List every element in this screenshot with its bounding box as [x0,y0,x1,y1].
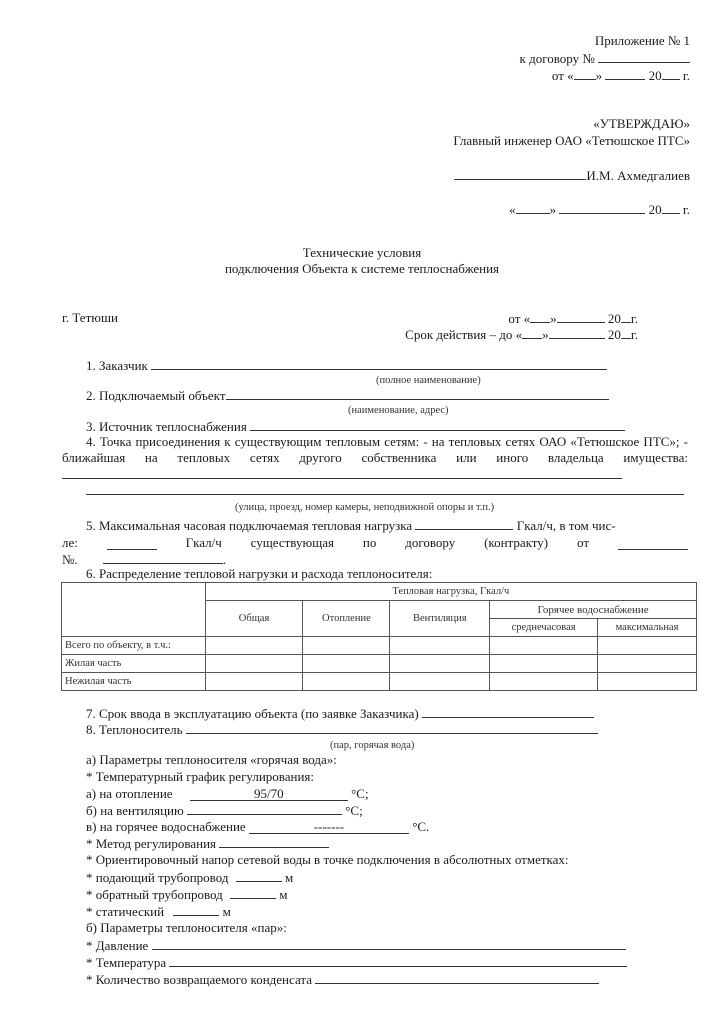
supply-pipe-unit: м [284,870,294,885]
cell-hws-max[interactable] [598,673,697,691]
contract-prefix: к договору № [519,51,595,66]
text-from: от [577,535,590,550]
static-head-field[interactable] [173,903,219,916]
text-le: ле: [62,535,78,550]
hws-temp-unit: °С. [412,819,430,834]
validity-date-close: » [542,327,549,342]
load-distribution-label: 6. Распределение тепловой нагрузки и расхода теплоносителя: [86,566,433,581]
contract-date-line [552,67,690,84]
cell-hws-max[interactable] [598,637,697,655]
contract-number-field[interactable] [598,50,690,63]
object-label: 2. Подключаемый объект [86,388,226,403]
commissioning-field[interactable] [422,705,594,718]
heating-temp-unit: °С; [351,786,369,801]
validity-prefix: Срок действия – до « [405,327,523,342]
contract-number-line [520,50,690,67]
coolant-field[interactable] [186,721,598,734]
text-contract: договору [405,535,456,550]
existing-load-field[interactable] [107,537,157,550]
temperature-line [86,954,627,971]
cell-heating[interactable] [303,655,390,673]
approval-date-close: » [549,202,557,217]
hws-temp-line [86,819,429,835]
table-row [62,637,697,655]
city-label: г. Тетюши [62,310,118,325]
issue-year-suffix: г. [630,311,638,326]
issue-date-close: » [550,311,557,326]
item-coolant [86,721,598,738]
object-field[interactable] [226,387,609,400]
issue-date-open: от « [508,311,531,326]
water-params-heading: а) Параметры теплоносителя «горячая вода»: [86,752,337,767]
item-object [86,387,609,404]
cell-heating[interactable] [303,673,390,691]
approval-signature-line [454,167,690,184]
commissioning-label: 7. Срок ввода в эксплуатацию объекта (по заявке Заказчика) [86,706,419,721]
date-close-quote: » [595,68,603,83]
static-head-label: * статический [86,904,165,919]
cell-hws-avg[interactable] [490,637,598,655]
return-pipe-unit: м [279,887,288,902]
coolant-hint: (пар, горячая вода) [330,740,415,751]
pressure-field[interactable] [152,937,626,950]
static-head-line [86,903,231,920]
return-pipe-line [86,886,287,903]
item-customer [86,357,607,374]
ventilation-temp-line [86,802,363,819]
cell-hws-avg[interactable] [490,673,598,691]
approval-title: «УТВЕРЖДАЮ» [593,116,690,131]
item-commissioning [86,705,594,722]
condensate-label: * Количество возвращаемого конденсата [86,972,312,987]
water-head-label: * Ориентировочный напор сетевой воды в точке подключения в абсолютных отметках: [86,852,569,867]
customer-label: 1. Заказчик [86,358,148,373]
table-group-header: Тепловая нагрузка, Гкал/ч [205,583,696,601]
col-header-total: Общая [205,601,303,637]
col-header-hws-avg: среднечасовая [490,619,598,637]
approval-position: Главный инженер ОАО «Тетюшское ПТС» [453,133,690,148]
contract-month-field[interactable] [605,67,645,80]
approval-day-field[interactable] [516,201,550,214]
customer-hint: (полное наименование) [376,375,481,386]
connection-point-text [62,434,688,483]
condensate-line [86,971,599,988]
document-subtitle: подключения Объекта к системе теплоснабжения [224,261,500,276]
document-title: Технические условия [302,245,422,260]
contract-no-field[interactable] [103,551,223,564]
item-heat-source [86,418,625,435]
approval-date-open: « [509,202,516,217]
issue-day-field[interactable] [530,310,550,323]
col-header-heating: Отопление [303,601,390,637]
table-corner-cell [62,583,206,637]
cell-total[interactable] [205,673,303,691]
col-header-hws-max: максимальная [598,619,697,637]
max-load-line2 [62,535,688,551]
ventilation-temp-unit: °С; [345,803,363,818]
contract-date-field[interactable] [618,537,688,550]
load-distribution-table [61,582,697,691]
control-method-line [86,835,329,852]
pressure-line [86,937,626,954]
pressure-label: * Давление [86,938,149,953]
heating-temp-field[interactable]: 95/70 [190,787,348,801]
table-row [62,673,697,691]
coolant-label: 8. Теплоноситель [86,722,183,737]
return-pipe-field[interactable] [230,886,276,899]
row-label: Жилая часть [62,655,206,673]
text-by: по [362,535,377,550]
contract-day-field[interactable] [574,67,596,80]
heating-temp-label: а) на отопление [86,786,173,801]
approval-date-line [509,201,690,218]
connection-point-field[interactable] [62,466,622,479]
cell-hws-max[interactable] [598,655,697,673]
max-load-field[interactable] [415,517,513,530]
steam-params-heading: б) Параметры теплоносителя «пар»: [86,920,287,935]
contract-year-field[interactable] [662,67,680,80]
static-head-unit: м [222,904,231,919]
year-suffix: г. [682,68,690,83]
hws-temp-field[interactable]: ------- [249,820,409,834]
row-label: Всего по объекту, в т.ч.: [62,637,206,655]
issue-year-prefix: 20 [607,311,621,326]
col-header-ventilation: Вентиляция [390,601,490,637]
validity-year-prefix: 20 [607,327,621,342]
cell-ventilation[interactable] [390,655,490,673]
signature-field[interactable] [454,167,586,180]
condensate-field[interactable] [315,971,599,984]
return-pipe-label: * обратный трубопровод [86,887,223,902]
ventilation-temp-label: б) на вентиляцию [86,803,184,818]
issue-month-field[interactable] [557,310,605,323]
supply-pipe-line [86,869,293,886]
validity-month-field[interactable] [549,326,605,339]
validity-year-field[interactable] [621,326,631,339]
cell-ventilation[interactable] [390,637,490,655]
temperature-field[interactable] [169,954,627,967]
text-dot: . [222,552,227,567]
table-row [62,655,697,673]
text-existing: существующая [250,535,334,550]
customer-field[interactable] [151,357,607,370]
text-number: №. [62,552,78,567]
heat-source-field[interactable] [250,418,625,431]
approval-month-field[interactable] [559,201,645,214]
date-open-quote: от « [551,68,574,83]
control-method-label: * Метод регулирования [86,836,217,851]
connection-point-hint: (улица, проезд, номер камеры, неподвижной опоры и т.п.) [235,502,495,513]
signatory-name: И.М. Ахмедгалиев [586,168,690,183]
control-method-field[interactable] [219,835,329,848]
supply-pipe-label: * подающий трубопровод [86,870,229,885]
text-contract-paren: (контракту) [484,535,549,550]
temperature-label: * Температура [86,955,167,970]
object-hint: (наименование, адрес) [348,405,449,416]
approval-year-prefix: 20 [648,202,662,217]
issue-year-field[interactable] [621,310,631,323]
connection-point-field-2[interactable] [86,482,684,495]
connection-point-line2 [86,482,684,499]
row-label: Нежилая часть [62,673,206,691]
supply-pipe-field[interactable] [236,869,282,882]
unit-gcal: Гкал/ч [185,535,222,550]
max-load-unit: Гкал/ч, в том чис- [516,518,616,533]
cell-ventilation[interactable] [390,673,490,691]
item-max-load [86,517,616,534]
year-prefix: 20 [648,68,662,83]
heating-temp-line [86,786,369,802]
appendix-title: Приложение № 1 [594,33,690,48]
cell-heating[interactable] [303,637,390,655]
cell-total[interactable] [205,637,303,655]
max-load-label: 5. Максимальная часовая подключаемая тепловая нагрузка [86,518,413,533]
heat-source-label: 3. Источник теплоснабжения [86,419,247,434]
temp-schedule-label: * Температурный график регулирования: [86,769,315,784]
col-header-hws: Горячее водоснабжение [490,601,697,619]
hws-temp-label: в) на горячее водоснабжение [86,819,246,834]
validity-day-field[interactable] [522,326,542,339]
validity-line [405,326,638,343]
connection-point-label: 4. Точка присоединения к существующим тепловым сетям: - на тепловых сетях ОАО «Тетюшское ПТС»; - ближайшая на тепловых сетях другого собственника или иного владельца имущества: [62,434,688,465]
issue-date-line [508,310,638,327]
ventilation-temp-field[interactable] [187,802,342,815]
cell-total[interactable] [205,655,303,673]
approval-year-field[interactable] [662,201,680,214]
approval-year-suffix: г. [682,202,690,217]
cell-hws-avg[interactable] [490,655,598,673]
validity-year-suffix: г. [630,327,638,342]
